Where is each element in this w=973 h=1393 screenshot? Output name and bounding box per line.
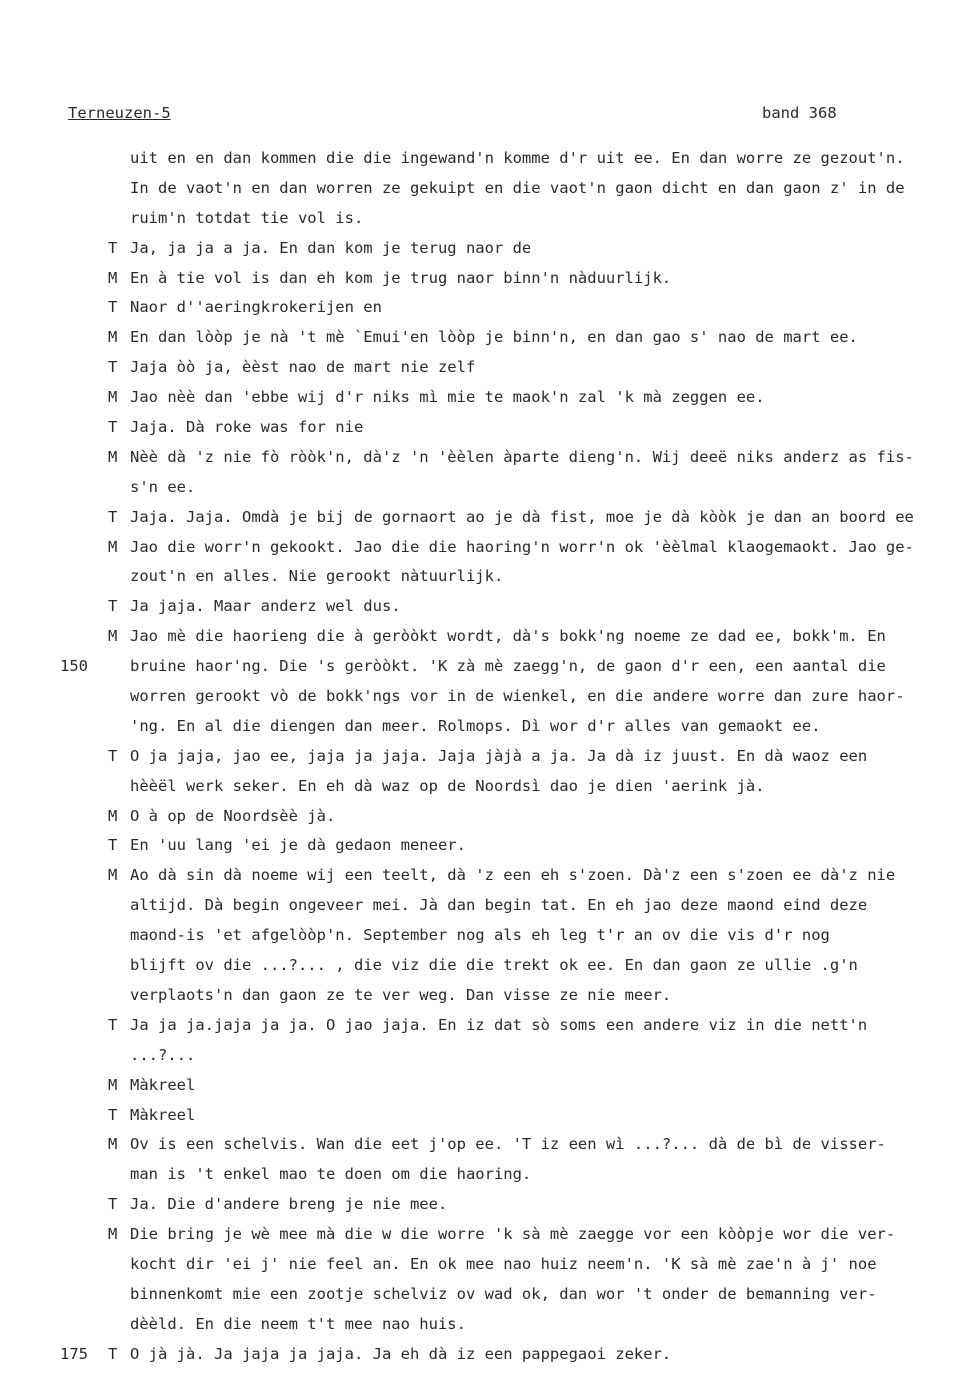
- transcript-line: [0, 323, 973, 353]
- transcript-line: [0, 772, 973, 802]
- line-number: 175: [60, 1344, 88, 1363]
- line-text: O jà jà. Ja jaja ja jaja. Ja eh dà iz een pappegaoi zeker.: [130, 1344, 672, 1363]
- speaker-label: T: [108, 418, 118, 437]
- line-text: bruine haor'ng. Die 's geròòkt. 'K zà mè zaegg'n, de gaon d'r een, een aantal die: [130, 657, 886, 676]
- line-text: verplaots'n dan gaon ze te ver weg. Dan visse ze nie meer.: [130, 985, 672, 1004]
- transcript-line: [0, 1041, 973, 1071]
- transcript-line: [0, 234, 973, 264]
- transcript-line: [0, 622, 973, 652]
- line-text: In de vaot'n en dan worren ze gekuipt en die vaot'n gaon dicht en dan gaon z' in de: [130, 178, 905, 197]
- line-text: Jao mè die haorieng die à geròòkt wordt, dà's bokk'ng noeme ze dad ee, bokk'm. En: [130, 627, 886, 646]
- speaker-label: M: [108, 866, 118, 885]
- transcript-body: [0, 144, 973, 1370]
- speaker-label: M: [108, 1075, 118, 1094]
- speaker-label: T: [108, 746, 118, 765]
- speaker-label: T: [108, 836, 118, 855]
- line-text: Ja jaja. Maar anderz wel dus.: [130, 597, 401, 616]
- line-text: Jaja. Jaja. Omdà je bij de gornaort ao je dà fist, moe je dà kòòk je dan an boord ee: [130, 507, 914, 526]
- transcript-line: [0, 293, 973, 323]
- speaker-label: M: [108, 328, 118, 347]
- speaker-label: M: [108, 388, 118, 407]
- speaker-label: T: [108, 1195, 118, 1214]
- line-text: Nèè dà 'z nie fò ròòk'n, dà'z 'n 'èèlen àparte dieng'n. Wij deeë niks anderz as fis-: [130, 447, 914, 466]
- transcript-line: [0, 1250, 973, 1280]
- transcript-line: [0, 1160, 973, 1190]
- transcript-line: [0, 533, 973, 563]
- transcript-id: Terneuzen-5: [68, 104, 171, 122]
- line-text: Màkreel: [130, 1075, 196, 1094]
- line-text: Naor d''aeringkrokerijen en: [130, 298, 382, 317]
- transcript-line: [0, 891, 973, 921]
- line-text: En dan lòòp je nà 't mè `Emui'en lòòp je binn'n, en dan gao s' nao de mart ee.: [130, 328, 858, 347]
- transcript-line: [0, 712, 973, 742]
- transcript-line: [0, 1220, 973, 1250]
- line-text: man is 't enkel mao te doen om die haoring.: [130, 1165, 532, 1184]
- line-text: Màkreel: [130, 1105, 196, 1124]
- line-text: blijft ov die ...?... , die viz die die trekt ok ee. En dan gaon ze ullie .g'n: [130, 956, 858, 975]
- line-text: Ov is een schelvis. Wan die eet j'op ee. 'T iz een wì ...?... dà de bì de visser-: [130, 1135, 886, 1154]
- line-text: Ja ja ja.jaja ja ja. O jao jaja. En iz dat sò soms een andere viz in die nett'n: [130, 1015, 868, 1034]
- line-text: hèèël werk seker. En eh dà waz op de Noordsì dao je dien 'aerink jà.: [130, 776, 765, 795]
- line-text: En à tie vol is dan eh kom je trug naor binn'n nàduurlijk.: [130, 268, 672, 287]
- speaker-label: T: [108, 1344, 118, 1363]
- transcript-line: [0, 981, 973, 1011]
- transcript-line: [0, 1190, 973, 1220]
- transcript-line: [0, 831, 973, 861]
- transcript-line: [0, 1280, 973, 1310]
- line-number: 150: [60, 657, 88, 676]
- line-text: s'n ee.: [130, 477, 196, 496]
- transcript-line: [0, 1340, 973, 1370]
- line-text: uit en en dan kommen die die ingewand'n komme d'r uit ee. En dan worre ze gezout'n.: [130, 149, 905, 167]
- line-text: Jaja òò ja, èèst nao de mart nie zelf: [130, 358, 476, 377]
- line-text: maond-is 'et afgelòòp'n. September nog als eh leg t'r an ov die vis d'r nog: [130, 926, 830, 945]
- speaker-label: T: [108, 507, 118, 526]
- line-text: Jao nèè dan 'ebbe wij d'r niks mì mie te maok'n zal 'k mà zeggen ee.: [130, 388, 765, 407]
- transcript-line: [0, 353, 973, 383]
- line-text: Ao dà sin dà noeme wij een teelt, dà 'z een eh s'zoen. Dà'z een s'zoen ee dà'z nie: [130, 866, 896, 885]
- line-text: Jao die worr'n gekookt. Jao die die haoring'n worr'n ok 'èèlmal klaogemaokt. Jao ge-: [130, 537, 914, 556]
- speaker-label: T: [108, 1105, 118, 1124]
- transcript-line: [0, 503, 973, 533]
- transcript-line: [0, 174, 973, 204]
- transcript-line: [0, 921, 973, 951]
- transcript-line: [0, 652, 973, 682]
- transcript-line: [0, 1310, 973, 1340]
- speaker-label: T: [108, 358, 118, 377]
- speaker-label: T: [108, 238, 118, 257]
- transcript-line: [0, 1101, 973, 1131]
- line-text: Ja. Die d'andere breng je nie mee.: [130, 1195, 448, 1214]
- transcript-line: [0, 204, 973, 234]
- transcript-line: [0, 1071, 973, 1101]
- transcript-line: [0, 562, 973, 592]
- line-text: altijd. Dà begin ongeveer mei. Jà dan begin tat. En eh jao deze maond eind deze: [130, 896, 868, 915]
- speaker-label: M: [108, 447, 118, 466]
- transcript-line: [0, 1011, 973, 1041]
- line-text: Die bring je wè mee mà die w die worre 'k sà mè zaegge vor een kòòpje wor die ver-: [130, 1225, 896, 1244]
- transcript-line: [0, 264, 973, 294]
- line-text: 'ng. En al die diengen dan meer. Rolmops. Dì wor d'r alles van gemaokt ee.: [130, 716, 821, 735]
- transcript-line: [0, 861, 973, 891]
- line-text: ruim'n totdat tie vol is.: [130, 208, 364, 227]
- speaker-label: M: [108, 268, 118, 287]
- speaker-label: T: [108, 1015, 118, 1034]
- transcript-line: [0, 473, 973, 503]
- transcript-line: [0, 413, 973, 443]
- line-text: dèèld. En die neem t't mee nao huis.: [130, 1314, 466, 1333]
- line-text: kocht dir 'ei j' nie feel an. En ok mee nao huiz neem'n. 'K sà mè zae'n à j' noe: [130, 1254, 877, 1273]
- transcript-line: [0, 802, 973, 832]
- line-text: Jaja. Dà roke was for nie: [130, 418, 364, 437]
- speaker-label: M: [108, 537, 118, 556]
- transcript-line: [0, 1130, 973, 1160]
- line-text: zout'n en alles. Nie gerookt nàtuurlijk.: [130, 567, 504, 586]
- speaker-label: M: [108, 1225, 118, 1244]
- line-text: ...?...: [130, 1045, 196, 1064]
- transcript-line: [0, 443, 973, 473]
- line-text: O ja jaja, jao ee, jaja ja jaja. Jaja jàjà a ja. Ja dà iz juust. En dà waoz een: [130, 746, 868, 765]
- line-text: Ja, ja ja a ja. En dan kom je terug naor de: [130, 238, 532, 257]
- speaker-label: M: [108, 627, 118, 646]
- line-text: worren gerookt vò de bokk'ngs vor in de wienkel, en die andere worre dan zure haor-: [130, 687, 905, 706]
- tape-number: band 368: [762, 104, 837, 122]
- speaker-label: M: [108, 806, 118, 825]
- line-text: O à op de Noordsèè jà.: [130, 806, 336, 825]
- transcript-line: [0, 742, 973, 772]
- line-text: binnenkomt mie een zootje schelviz ov wad ok, dan wor 't onder de bemanning ver-: [130, 1284, 877, 1303]
- transcript-line: [0, 144, 973, 174]
- speaker-label: M: [108, 1135, 118, 1154]
- speaker-label: T: [108, 298, 118, 317]
- transcript-line: [0, 383, 973, 413]
- transcript-line: [0, 592, 973, 622]
- line-text: En 'uu lang 'ei je dà gedaon meneer.: [130, 836, 466, 855]
- transcript-line: [0, 682, 973, 712]
- speaker-label: T: [108, 597, 118, 616]
- transcript-line: [0, 951, 973, 981]
